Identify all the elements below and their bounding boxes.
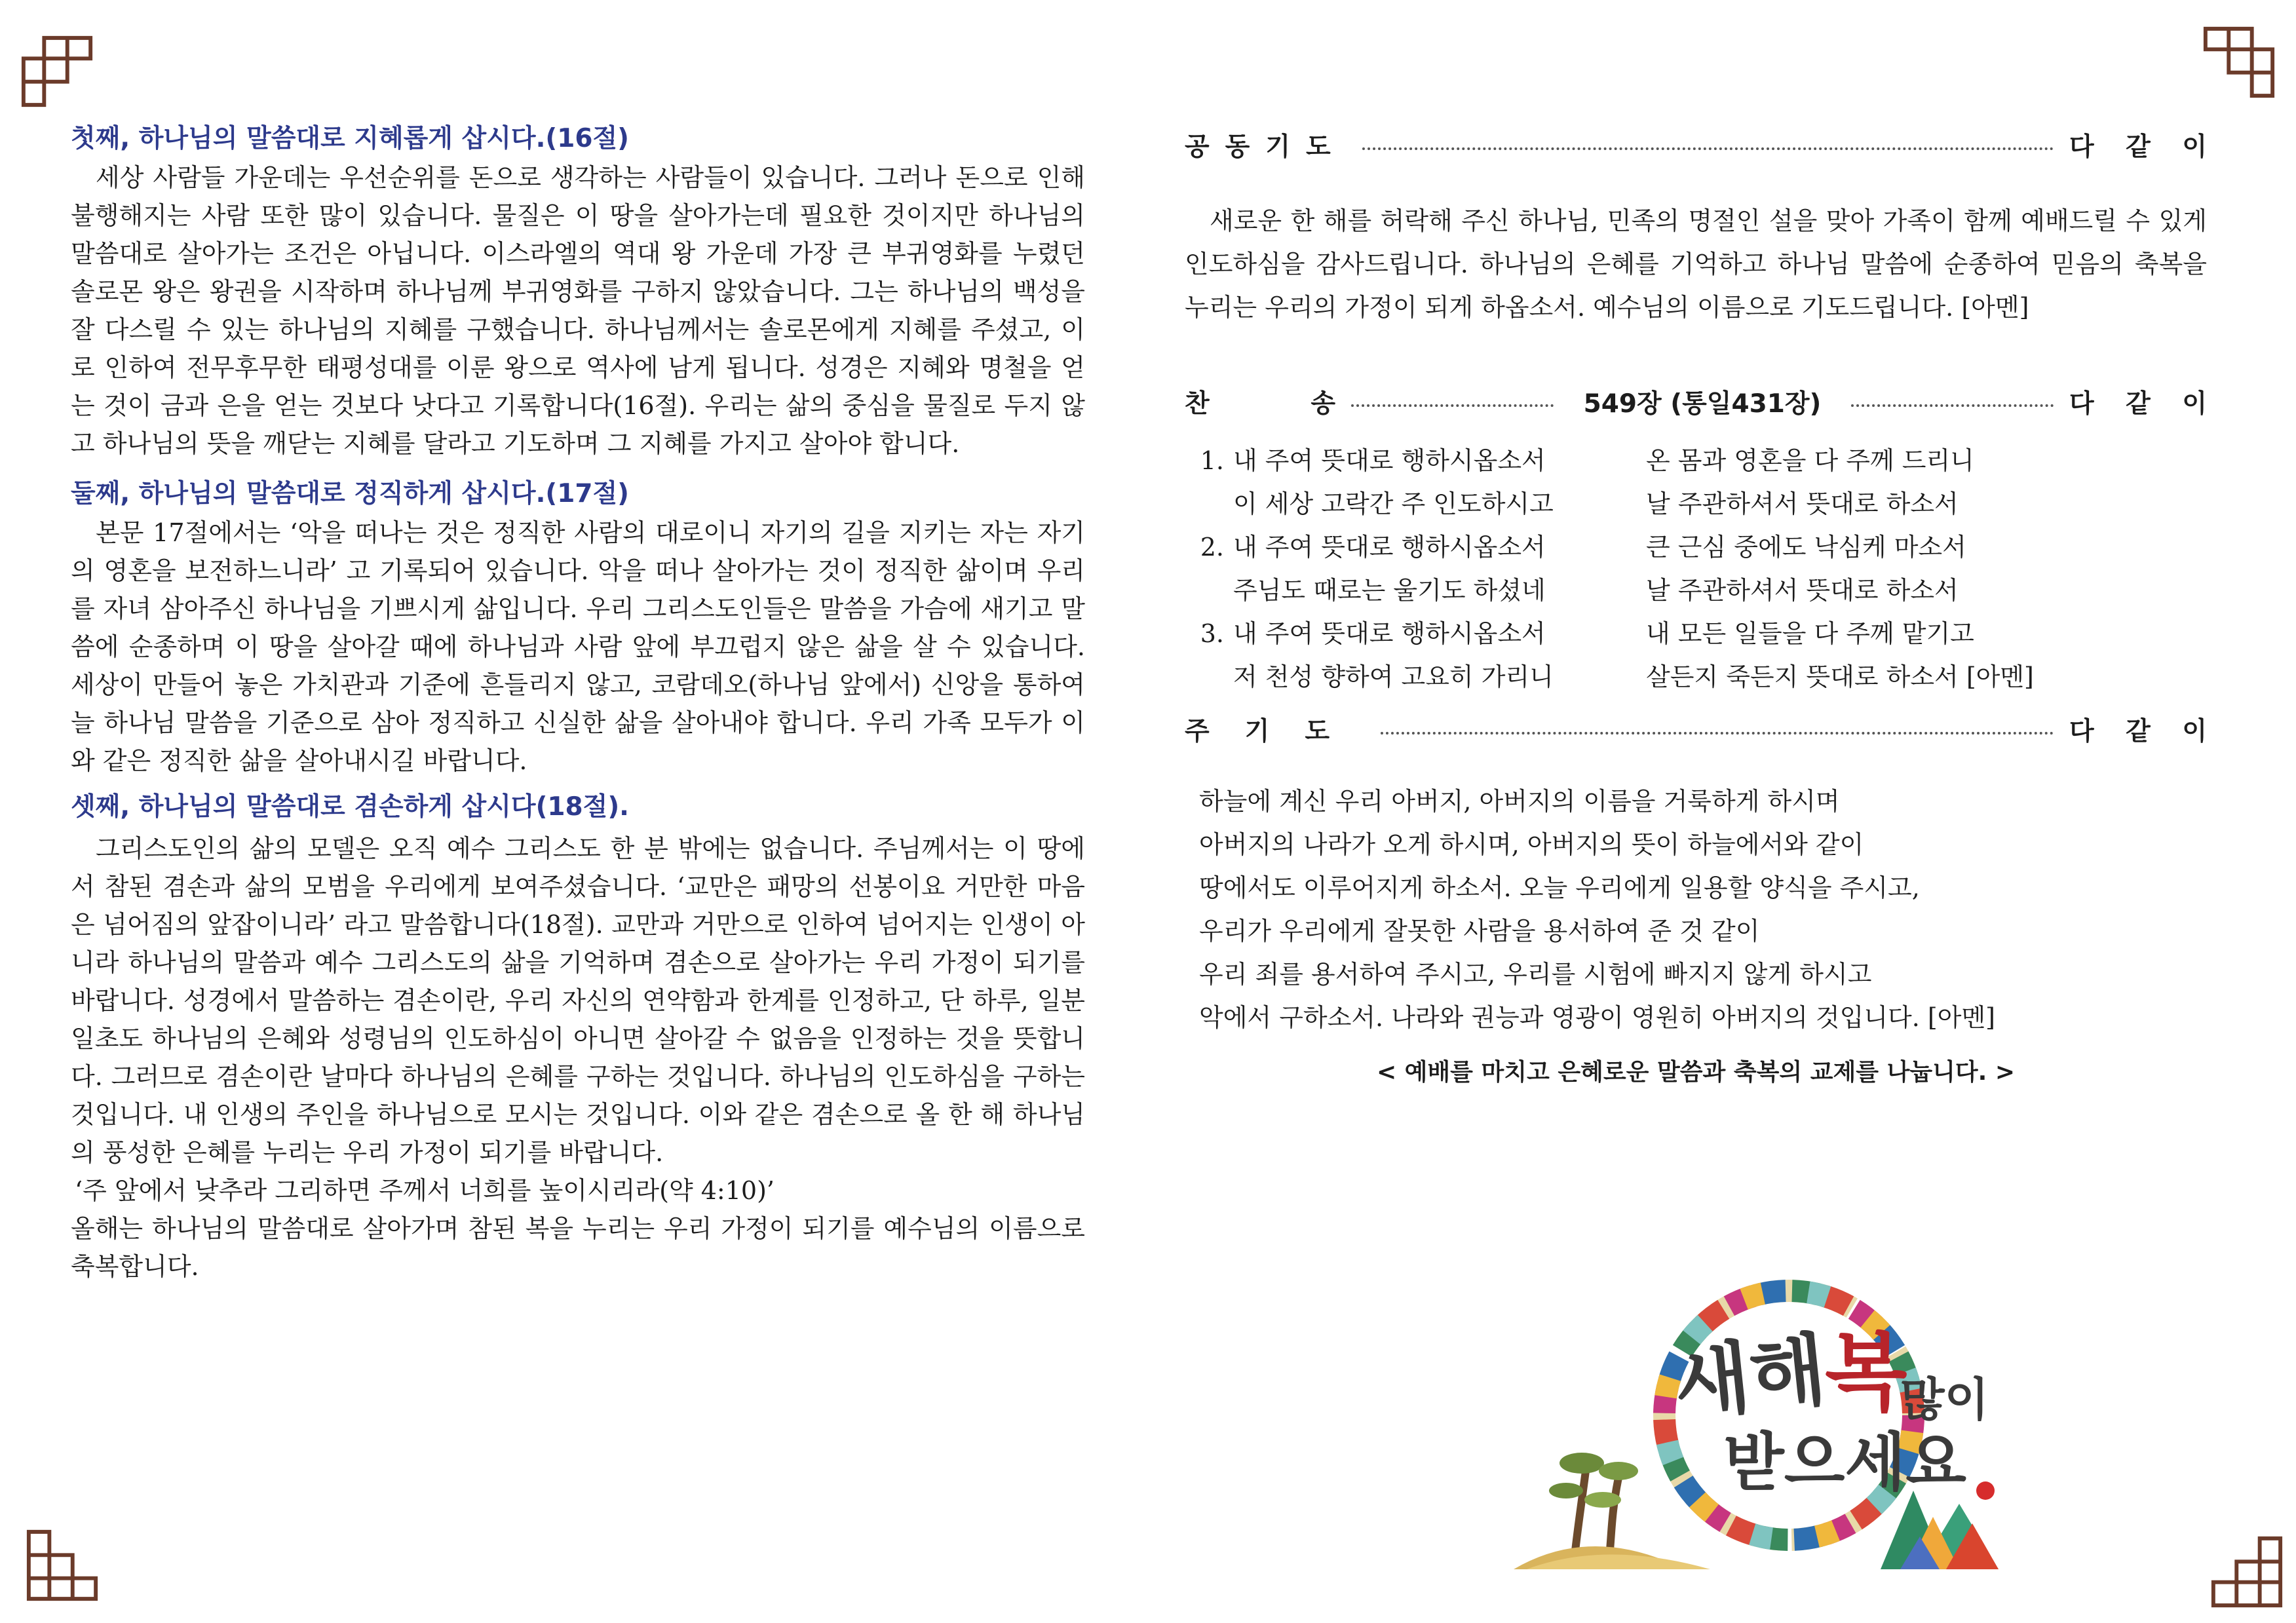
blessing-text: 올해는 하나님의 말씀대로 살아가며 참된 복을 누리는 우리 가정이 되기를 예수님의 이름으로 축복합니다. [71,1214,1085,1281]
dotted-leader [1351,404,1554,407]
section-body-humility: 그리스도인의 삶의 모델은 오직 예수 그리스도 한 분 밖에는 없습니다. 주님께서는 이 땅에서 참된 겸손과 삶의 모범을 우리에게 보여주셨습니다. ‘교만은 패망의 선봉이요 거만한 마음은 넘어짐의 앞잡이니라’ 라고 말씀합니다(18절). 교만과 거만으로 인하여 넘어지는 인생이 아니라 하나님의 말씀과 예수 그리스도의 삶을 기억하며 겸손으로 살아가는 우리 가정이 되기를 바랍니다. 성경에서 말씀하는 겸손이란, 우리 자신의 연약함과 한계를 인정하고, 단 하루, 일분일초도 하나님의 은혜와 성령님의 인도하심이 아니면 살아갈 수 없음을 인정하는 것을 뜻합니다. 그러므로 겸손이란 날마다 하나님의 은혜를 구하는 것입니다. 하나님의 인도하심을 구하는 것입니다. 내 인생의 주인을 하나님으로 모시는 것입니다. 이와 같은 겸손으로 올 한 해 하나님의 풍성한 은혜를 누리는 우리 가정이 되기를 바랍니다. [71,834,1085,1167]
sermon-column [71,119,1085,1286]
dotted-leader [1381,732,2054,735]
hymn-line: 1. 내 주여 뜻대로 행하시옵소서 온 몸과 영혼을 다 주께 드리니 [1200,446,1974,475]
emblem-line1b: 복 [1825,1323,1907,1423]
new-year-emblem [1514,1274,1999,1569]
common-prayer-header [1185,118,2207,172]
lords-prayer-text: 하늘에 계신 우리 아버지, 아버지의 이름을 거룩하게 하시며 아버지의 나라가 오게 하시며, 아버지의 뜻이 하늘에서와 같이 땅에서도 이루어지게 하소서. 오늘 우리에게 일용할 양식을 주시고, 우리가 우리에게 잘못한 사람을 용서하여 준 것 같이 우리 죄를 용서하여 주시고, 우리를 시험에 빠지지 않게 하시고 악에서 구하소서. 나라와 권능과 영광이 영원히 아버지의 것입니다. [아멘] [1199,787,1995,1032]
section-body-wisdom: 세상 사람들 가운데는 우선순위를 돈으로 생각하는 사람들이 있습니다. 그러나 돈으로 인해 불행해지는 사람 또한 많이 있습니다. 물질은 이 땅을 살아가는데 필요한 것이지만 하나님의 말씀대로 살아가는 조건은 아닙니다. 이스라엘의 역대 왕 가운데 가장 큰 부귀영화를 누렸던 솔로몬 왕은 왕권을 시작하며 하나님께 부귀영화를 구하지 않았습니다. 그는 하나님의 백성을 잘 다스릴 수 있는 하나님의 지혜를 구했습니다. 하나님께서는 솔로몬에게 지혜를 주셨고, 이로 인하여 전무후무한 태평성대를 이룬 왕으로 역사에 남게 됩니다. 성경은 지혜와 명철을 얻는 것이 금과 은을 얻는 것보다 낫다고 기록합니다(16절). 우리는 삶의 중심을 물질로 두지 않고 하나님의 뜻을 깨닫는 지혜를 달라고 기도하며 그 지혜를 가지고 살아야 합니다. [71,163,1085,458]
corner-lattice-icon [2208,1533,2286,1611]
section-body-honesty: 본문 17절에서는 ‘악을 떠나는 것은 정직한 사람의 대로이니 자기의 길을 지키는 자는 자기의 영혼을 보전하느니라’ 고 기록되어 있습니다. 악을 떠나 살아가는 것이 정직한 삶이며 우리를 자녀 삼아주신 하나님을 기쁘시게 삶입니다. 우리 그리스도인들은 말씀을 가슴에 새기고 말씀에 순종하며 이 땅을 살아갈 때에 하나님과 사람 앞에 부끄럽지 않은 삶을 살 수 있습니다. 세상이 만들어 놓은 가치관과 기준에 흔들리지 않고, 코람데오(하나님 앞에서) 신앙을 통하여 늘 하나님 말씀을 기준으로 삼아 정직하고 신실한 삶을 살아내야 합니다. 우리 가족 모두가 이와 같은 정직한 삶을 살아내시길 바랍니다. [71,518,1085,775]
common-prayer-text: 새로운 한 해를 허락해 주신 하나님, 민족의 명절인 설을 맞아 가족이 함께 예배드릴 수 있게 인도하심을 감사드립니다. 하나님의 은혜를 기억하고 하나님 말씀에 순종하여 믿음의 축복을 누리는 우리의 가정이 되게 하옵소서. 예수님의 이름으로 기도드립니다. [아멘] [1185,206,2207,322]
corner-lattice-icon [2200,24,2278,101]
corner-lattice-icon [18,33,96,110]
emblem-line1c: 많이 [1900,1373,1989,1426]
dotted-leader [1851,404,2054,407]
common-prayer-title: 공동기도 [1185,132,1347,162]
hymn-number: 549장 (통일431장) [1583,389,1822,419]
hymn-header [1185,375,2207,429]
worship-order-column [1185,118,2207,1087]
section-heading-humility: 셋째, 하나님의 말씀대로 겸손하게 삽시다(18절). [71,792,629,822]
lords-prayer-header [1185,702,2207,756]
leader-all: 다 같 이 [2069,389,2207,419]
hymn-line: 저 천성 향하여 고요히 가리니 살든지 죽든지 뜻대로 하소서 [아멘] [1233,662,2034,691]
hymn-lyrics [1185,439,2207,698]
mountain-icon [1881,1491,1999,1569]
hymn-line: 2. 내 주여 뜻대로 행하시옵소서 큰 근심 중에도 낙심케 마소서 [1200,533,1966,562]
lords-prayer-title: 주기도 [1185,717,1366,746]
closing-note: < 예배를 마치고 은혜로운 말씀과 축복의 교제를 나눕니다. > [1376,1059,2016,1086]
leader-all: 다 같 이 [2069,132,2207,162]
emblem-line1a: 새해 [1670,1324,1831,1431]
hymn-line: 3. 내 주여 뜻대로 행하시옵소서 내 모든 일들을 다 주께 맡기고 [1200,619,1974,648]
emblem-line2: 받으세요 [1723,1426,1966,1499]
section-heading-wisdom: 첫째, 하나님의 말씀대로 지혜롭게 삽시다.(16절) [71,124,629,153]
dotted-leader [1362,147,2054,150]
corner-lattice-icon [24,1527,101,1604]
hymn-title: 찬 송 [1185,389,1335,419]
scripture-quote: ‘주 앞에서 낮추라 그리하면 주께서 너희를 높이시리라(약 4:10)’ [75,1176,775,1205]
hymn-line: 이 세상 고락간 주 인도하시고 날 주관하셔서 뜻대로 하소서 [1233,489,1959,518]
leader-all: 다 같 이 [2069,717,2207,746]
hymn-line: 주님도 때로는 울기도 하셨네 날 주관하셔서 뜻대로 하소서 [1233,576,1959,605]
sun-icon [1976,1481,1995,1500]
section-heading-honesty: 둘째, 하나님의 말씀대로 정직하게 삽시다.(17절) [71,479,629,508]
